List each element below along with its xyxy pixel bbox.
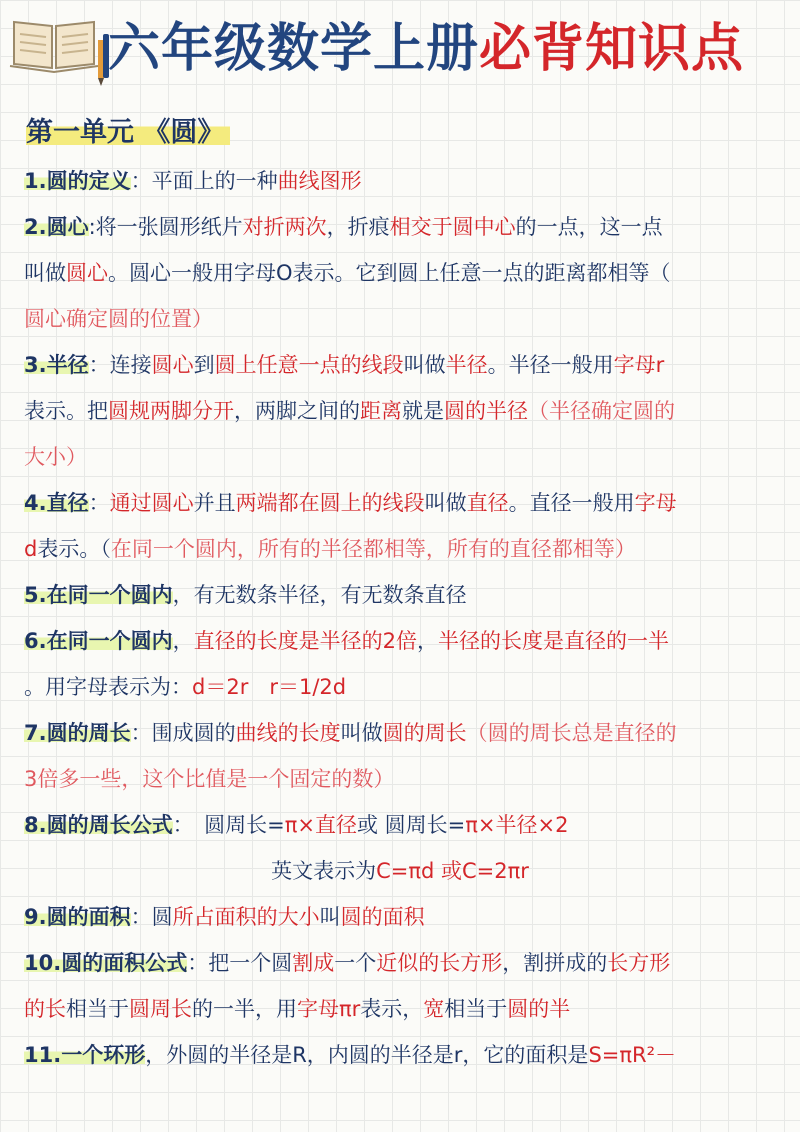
text-segment: 相当于 <box>66 997 129 1021</box>
text-line <box>24 894 776 940</box>
text-segment: 半径的长度是直径的一半 <box>437 629 669 653</box>
text-segment: 圆规两脚分开 <box>108 399 234 423</box>
text-segment: 叫 <box>319 905 341 929</box>
text-segment: ：圆 <box>130 905 173 929</box>
text-segment: 直径 <box>466 491 509 515</box>
text-segment: 距离 <box>360 399 402 423</box>
text-segment: （半径确定圆的 <box>528 399 675 423</box>
text-segment: 宽 <box>423 997 445 1021</box>
text-segment: 长方形 <box>607 951 671 975</box>
text-segment: 大小） <box>24 445 87 469</box>
text-segment: ，割拼成的 <box>502 951 608 975</box>
title-part-1: 六年级数学上册 <box>108 19 480 79</box>
text-segment: ，有无数条半径，有无数条直径 <box>172 583 467 607</box>
knowledge-points <box>24 158 776 1078</box>
text-segment: 。半径一般用 <box>487 353 614 377</box>
text-line <box>24 388 776 434</box>
text-segment: 到 <box>193 353 215 377</box>
text-segment: 圆的半 <box>507 997 571 1021</box>
text-segment: S=πR²－ <box>588 1043 677 1067</box>
text-segment: 字母 <box>634 491 677 515</box>
text-line <box>24 526 776 572</box>
item-label: 3.半径 <box>24 353 89 377</box>
text-line <box>24 296 776 342</box>
item-label: 1.圆的定义 <box>24 169 131 193</box>
text-segment: （圆的周长总是直径的 <box>466 721 677 745</box>
text-segment: 字母πr <box>297 997 361 1021</box>
text-segment: d <box>24 537 38 561</box>
text-segment: d＝2r r＝1/2d <box>192 675 347 699</box>
text-line <box>24 664 776 710</box>
text-segment: 一个 <box>334 951 377 975</box>
item-label: 9.圆的面积 <box>24 905 131 929</box>
text-segment: ：围成圆的 <box>130 721 236 745</box>
text-segment: 叫做 <box>403 353 446 377</box>
text-segment: C=πd 或C=2πr <box>376 859 529 883</box>
text-segment: 在同一个圆内，所有的半径都相等，所有的直径都相等） <box>110 537 636 561</box>
text-segment: 。直径一般用 <box>508 491 635 515</box>
text-line <box>24 618 776 664</box>
text-line <box>24 204 776 250</box>
text-line <box>24 710 776 756</box>
text-segment: 叫做 <box>424 491 467 515</box>
text-line <box>24 158 776 204</box>
text-segment: 圆周长 <box>129 997 192 1021</box>
text-segment: 近似的长方形 <box>376 951 503 975</box>
item-label: 10.圆的面积公式 <box>24 951 188 975</box>
text-segment: 割成 <box>292 951 335 975</box>
item-label: 4.直径 <box>24 491 89 515</box>
text-segment: ， <box>416 629 438 653</box>
text-segment: 对折两次 <box>242 215 327 239</box>
text-segment: 圆的面积 <box>340 905 425 929</box>
text-segment: ，外圆的半径是R，内圆的半径是r，它的面积是 <box>145 1043 589 1067</box>
text-segment: ： 圆周长= <box>172 813 285 837</box>
text-segment: 叫做 <box>340 721 383 745</box>
text-segment: 两端都在圆上的线段 <box>235 491 425 515</box>
text-line <box>24 986 776 1032</box>
text-segment: 并且 <box>193 491 236 515</box>
text-segment: 通过圆心 <box>109 491 194 515</box>
text-segment: 。用字母表示为： <box>24 675 192 699</box>
item-label: 8.圆的周长公式 <box>24 813 173 837</box>
text-segment: 就是 <box>402 399 444 423</box>
text-segment: 表示。把 <box>24 399 108 423</box>
text-segment: 。圆心一般用字母O表示。它到圆上任意一点的距离都相等（ <box>108 261 671 285</box>
text-line <box>24 756 776 802</box>
text-segment: 半径 <box>445 353 488 377</box>
text-segment: 或 圆周长= <box>356 813 466 837</box>
item-label: 5.在同一个圆内 <box>24 583 173 607</box>
text-segment: 圆心确定圆的位置） <box>24 307 213 331</box>
text-segment: 圆心 <box>66 261 108 285</box>
text-segment: 曲线的长度 <box>235 721 341 745</box>
text-segment: ：把一个圆 <box>187 951 293 975</box>
unit-heading <box>26 110 276 156</box>
text-segment: 相交于圆中心 <box>389 215 516 239</box>
text-line <box>24 480 776 526</box>
text-segment: ： <box>88 491 110 515</box>
text-segment: π×直径 <box>284 813 357 837</box>
text-segment: π×半径×2 <box>465 813 569 837</box>
text-segment: 圆上任意一点的线段 <box>214 353 404 377</box>
text-line <box>24 572 776 618</box>
item-label: 6.在同一个圆内 <box>24 629 173 653</box>
item-label: 7.圆的周长 <box>24 721 131 745</box>
text-segment: 英文表示为 <box>271 859 377 883</box>
text-segment: 直径的长度是半径的2倍 <box>193 629 417 653</box>
text-segment: ， <box>172 629 194 653</box>
text-line <box>24 940 776 986</box>
text-segment: 的一点，这一点 <box>515 215 663 239</box>
text-segment: 圆的半径 <box>444 399 528 423</box>
unit-heading-text: 第一单元 《圆》 <box>26 117 230 148</box>
text-segment: :将一张圆形纸片 <box>88 215 243 239</box>
text-segment: 曲线图形 <box>277 169 362 193</box>
text-segment: 3倍多一些，这个比值是一个固定的数） <box>24 767 395 791</box>
text-line <box>24 342 776 388</box>
text-segment: ：平面上的一种 <box>130 169 278 193</box>
text-line <box>24 250 776 296</box>
text-segment: ，两脚之间的 <box>234 399 360 423</box>
text-segment: 字母r <box>613 353 665 377</box>
text-segment: 的长 <box>24 997 66 1021</box>
text-segment: 圆心 <box>151 353 194 377</box>
book-icon <box>6 8 102 74</box>
text-segment: 圆的周长 <box>382 721 467 745</box>
title-part-2: 必背知识点 <box>479 19 745 79</box>
page-title <box>108 18 798 80</box>
text-line <box>24 1032 776 1078</box>
text-line <box>24 848 776 894</box>
text-segment: 所占面积的大小 <box>172 905 320 929</box>
item-label: 11.一个环形 <box>24 1043 146 1067</box>
text-segment: 叫做 <box>24 261 66 285</box>
text-line <box>24 802 776 848</box>
text-segment: ：连接 <box>88 353 152 377</box>
text-segment: 相当于 <box>444 997 508 1021</box>
text-segment: ，折痕 <box>326 215 390 239</box>
text-line <box>24 434 776 480</box>
item-label: 2.圆心 <box>24 215 89 239</box>
text-segment: 表示， <box>360 997 424 1021</box>
text-segment: 表示。（ <box>37 537 111 561</box>
text-segment: 的一半，用 <box>192 997 297 1021</box>
